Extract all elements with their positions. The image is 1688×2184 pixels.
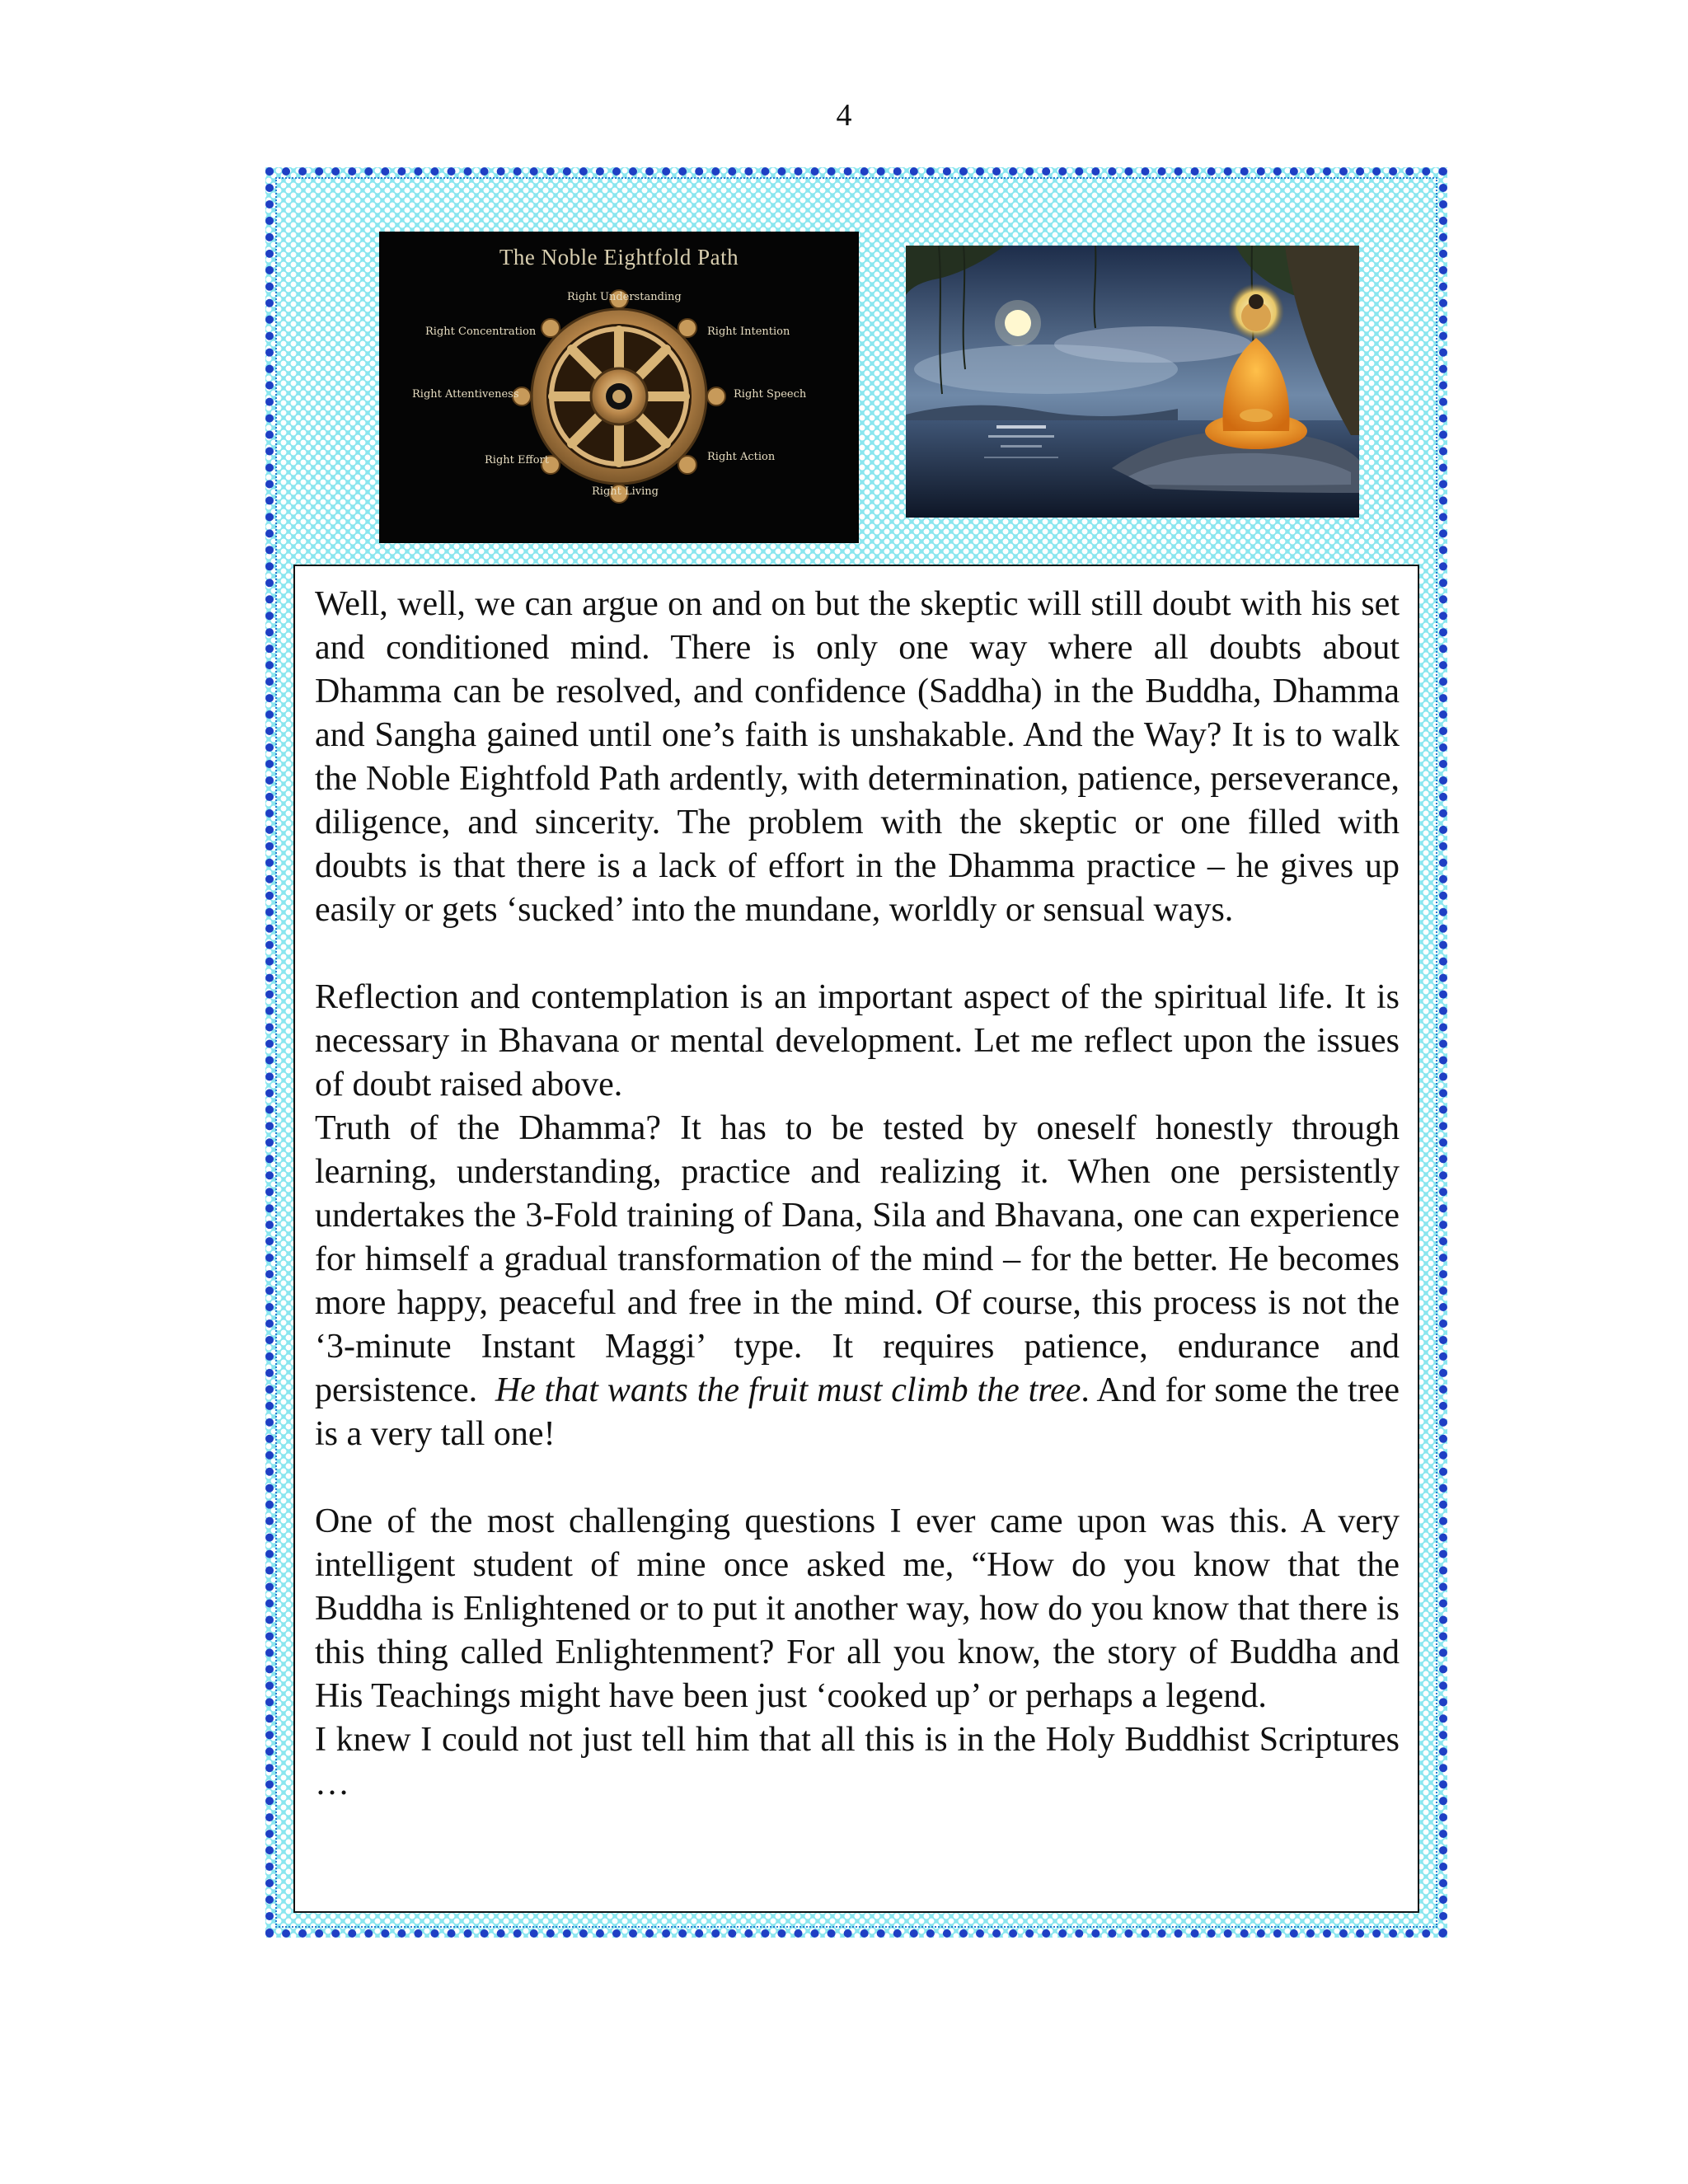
label-right-effort: Right Effort [485, 454, 549, 466]
paragraph-1: Well, well, we can argue on and on but the skeptic will still doubt with his set and conditioned mind. There is only one way where all doubts about Dhamma can be resolved, and confidence (Saddha) in the Buddha, Dhamma and Sangha gained until one’s faith is unshakable. And the Way? It is to walk the Noble Eightfold Path ardently, with determination, patience, perseverance, diligence, and sincerity. The problem with the skeptic or one filled with doubts is that there is a lack of effort in the Dhamma practice – he gives up easily or gets ‘sucked’ into the mundane, worldly or sensual ways. [315, 585, 1400, 929]
text-box [293, 565, 1419, 1913]
paragraph-4: One of the most challenging questions I ever came upon was this. A very intelligent student of mine once asked me, “How do you know that the Buddha is Enlightened or to put it another way, how do you know that there is this thing called Enlightenment? For all you know, the story of Buddha and His Teachings might have been just ‘cooked up’ or perhaps a legend. [315, 1502, 1400, 1715]
label-right-attentiveness: Right Attentiveness [412, 388, 519, 401]
paragraph-2: Reflection and contemplation is an important aspect of the spiritual life. It is necessary in Bhavana or mental development. Let me reflect upon the issues of doubt raised above. [315, 978, 1400, 1104]
label-right-intention: Right Intention [707, 326, 790, 338]
buddha-icon [906, 246, 1359, 518]
paragraph-3-italic: He that wants the fruit must climb the tree [495, 1371, 1081, 1409]
paragraph-5: I knew I could not just tell him that all this is in the Holy Buddhist Scriptures … [315, 1721, 1400, 1802]
paragraph-spacer [315, 932, 1400, 976]
label-right-living: Right Living [592, 485, 659, 498]
label-right-concentration: Right Concentration [425, 326, 537, 338]
buddha-meditation-image [906, 246, 1359, 518]
paragraph-spacer [315, 1456, 1400, 1500]
paragraph-3-end: . And for some the tree is a very tall one! [315, 1371, 1400, 1453]
label-right-speech: Right Speech [734, 388, 807, 401]
eightfold-path-image [379, 232, 859, 543]
label-right-understanding: Right Understanding [567, 291, 682, 303]
page-number: 4 [836, 98, 852, 133]
decorative-frame [265, 167, 1447, 1938]
paragraph-3 [315, 1107, 1400, 1456]
figure-title: The Noble Eightfold Path [499, 245, 739, 269]
label-right-action: Right Action [707, 451, 776, 463]
paragraph-3-main: Truth of the Dhamma? It has to be tested by oneself honestly through learning, understanding, practice and realizing it. When one persistently undertakes the 3-Fold training of Dana, Sila and Bhavana, one can experience for himself a gradual transformation of the mind – for the better. He becomes more happy, peaceful and free in the mind. Of course, this process is not the ‘3-minute Instant Maggi’ type. It requires patience, endurance and persistence. [315, 1109, 1400, 1409]
